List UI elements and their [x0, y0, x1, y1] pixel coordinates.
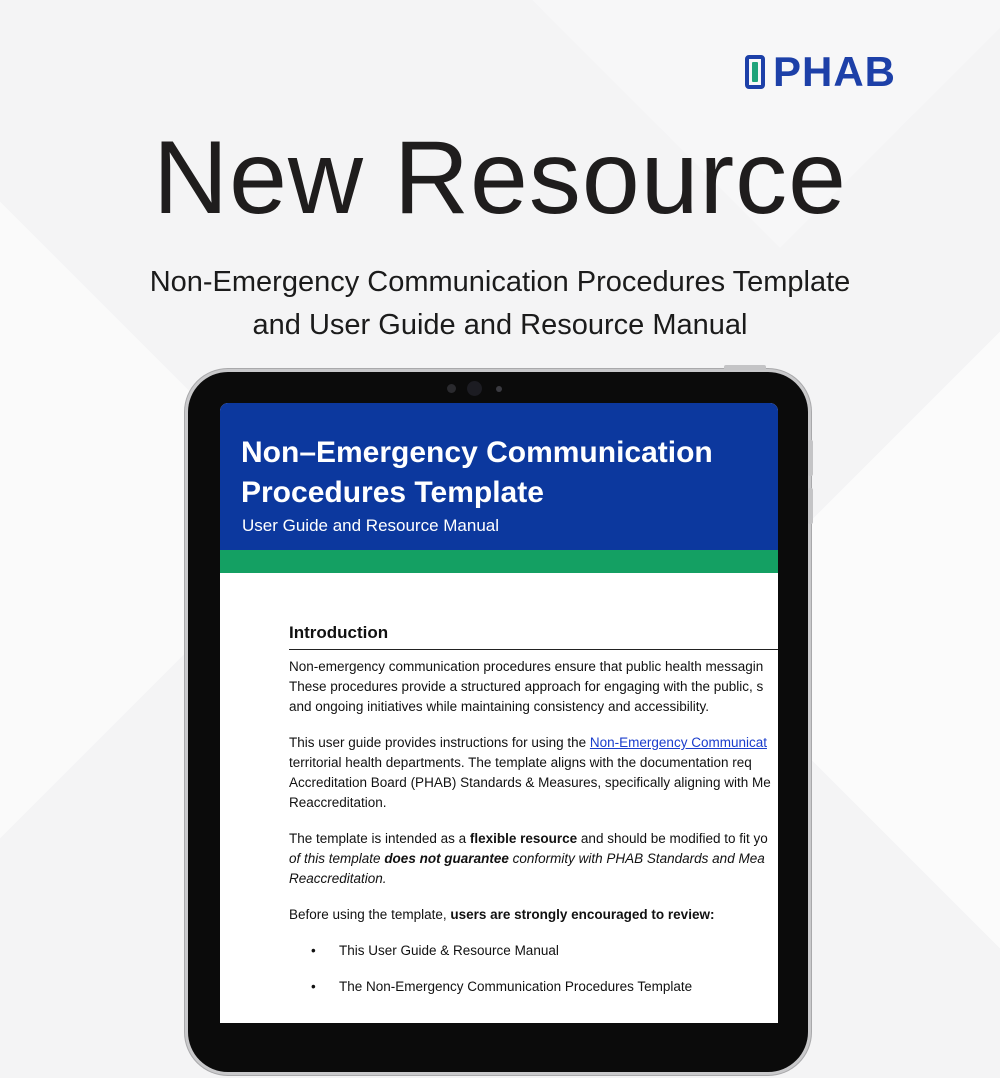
section-heading: Introduction: [289, 623, 778, 650]
camera-sensor-icon: [447, 384, 456, 393]
text-line: Reaccreditation.: [289, 795, 387, 810]
document-subtitle: User Guide and Resource Manual: [242, 516, 500, 535]
italic-text: conformity with PHAB Standards and Mea: [508, 851, 765, 866]
tablet-power-button: [724, 365, 766, 370]
paragraph-4: [289, 905, 778, 925]
text-line: This user guide provides instructions for using the: [289, 735, 590, 750]
paragraph-1: [289, 657, 778, 717]
list-item: • This User Guide & Resource Manual: [311, 941, 778, 961]
phab-logo: [745, 50, 896, 94]
bold-italic-text: does not guarantee: [384, 851, 509, 866]
camera-lens-icon: [467, 381, 482, 396]
text-line: Accreditation Board (PHAB) Standards & Measures, specifically aligning with Me: [289, 775, 771, 790]
document-header: [220, 403, 778, 550]
tablet-volume-up-button: [808, 440, 813, 476]
paragraph-3: [289, 829, 778, 889]
paragraph-2: [289, 733, 778, 813]
document-title-line-1: Non–Emergency Communication: [241, 436, 713, 469]
subtitle-line-2: and User Guide and Resource Manual: [252, 309, 748, 341]
tablet-volume-down-button: [808, 488, 813, 524]
tablet-screen: [220, 403, 778, 1023]
bold-text: users are strongly encouraged to review:: [450, 907, 715, 922]
text-line: Before using the template,: [289, 907, 451, 922]
text-line: and should be modified to fit yo: [577, 831, 768, 846]
document-body: [289, 623, 778, 1013]
italic-text: of this template: [289, 851, 385, 866]
bullet-list: [289, 941, 778, 997]
text-line: The template is intended as a: [289, 831, 470, 846]
text-line: These procedures provide a structured approach for engaging with the public, s: [289, 679, 764, 694]
headline: New Resource: [152, 120, 848, 236]
text-line: and ongoing initiatives while maintaining consistency and accessibility.: [289, 699, 709, 714]
template-link[interactable]: Non-Emergency Communicat: [589, 735, 767, 750]
italic-text: Reaccreditation.: [289, 871, 387, 886]
text-line: territorial health departments. The template aligns with the documentation req: [289, 755, 752, 770]
list-item: • The Non-Emergency Communication Procedures Template: [311, 977, 778, 997]
phab-logo-icon: [745, 55, 765, 89]
bold-text: flexible resource: [469, 831, 578, 846]
logo-text: PHAB: [773, 48, 897, 95]
document-title-line-2: Procedures Template: [241, 476, 544, 509]
text-line: Non-emergency communication procedures ensure that public health messagin: [289, 659, 764, 674]
document-title: [241, 433, 713, 513]
camera-flash-icon: [496, 386, 502, 392]
subtitle-line-1: Non-Emergency Communication Procedures Template: [149, 266, 851, 298]
document-accent-band: [220, 550, 778, 573]
